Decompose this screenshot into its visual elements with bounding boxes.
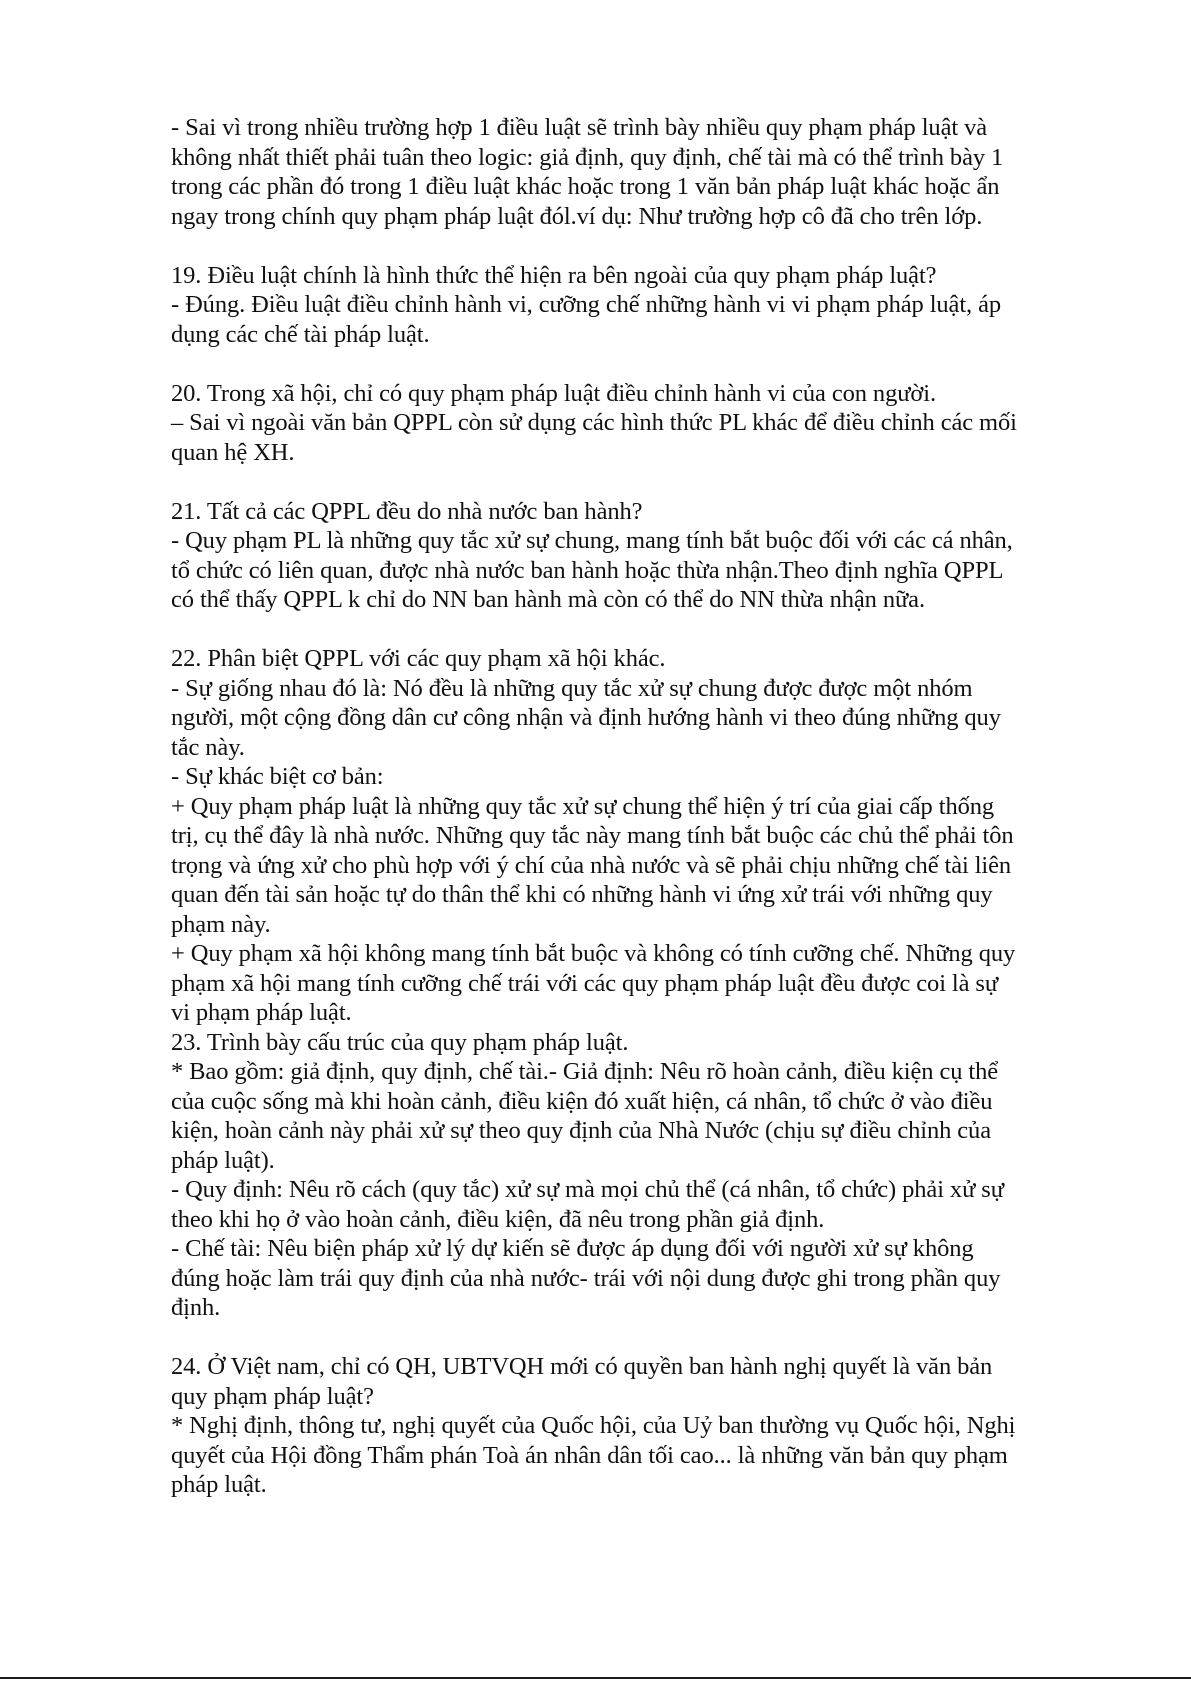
paragraph-gap xyxy=(171,615,1091,645)
question-22-23 xyxy=(171,644,1091,1323)
question-heading: 23. Trình bày cấu trúc của quy phạm pháp luật. xyxy=(171,1028,629,1056)
question-heading: quy phạm pháp luật? xyxy=(171,1382,374,1410)
text-line: - Quy định: Nêu rõ cách (quy tắc) xử sự mà mọi chủ thể (cá nhân, tổ chức) phải xử sự xyxy=(171,1176,1004,1203)
question-heading: 20. Trong xã hội, chỉ có quy phạm pháp luật điều chỉnh hành vi của con người. xyxy=(171,379,936,407)
text-line: + Quy phạm xã hội không mang tính bắt buộc và không có tính cưỡng chế. Những quy xyxy=(171,940,1016,967)
question-heading: 24. Ở Việt nam, chỉ có QH, UBTVQH mới có quyền ban hành nghị quyết là văn bản xyxy=(171,1353,993,1380)
text-line: trong các phần đó trong 1 điều luật khác hoặc trong 1 văn bản pháp luật khác hoặc ẩn xyxy=(171,173,1000,200)
text-line: quan đến tài sản hoặc tự do thân thể khi có những hành vi ứng xử trái với những quy xyxy=(171,881,993,908)
text-line: không nhất thiết phải tuân theo logic: giả định, quy định, chế tài mà có thể trình bày 1 xyxy=(171,143,1004,171)
question-21 xyxy=(171,497,1091,615)
text-line: phạm xã hội mang tính cưỡng chế trái với các quy phạm pháp luật đều được coi là sự xyxy=(171,969,999,997)
text-line: phạm này. xyxy=(171,910,271,938)
paragraph-gap xyxy=(171,1323,1091,1353)
text-line: - Sai vì trong nhiều trường hợp 1 điều luật sẽ trình bày nhiều quy phạm pháp luật và xyxy=(171,114,987,141)
text-line: của cuộc sống mà khi hoàn cảnh, điều kiện đó xuất hiện, cá nhân, tổ chức ở vào điều xyxy=(171,1087,993,1115)
text-line: người, một cộng đồng dân cư công nhận và định hướng hành vi theo đúng những quy xyxy=(171,704,1001,731)
question-heading: 21. Tất cả các QPPL đều do nhà nước ban hành? xyxy=(171,497,643,525)
text-line: trị, cụ thể đây là nhà nước. Những quy tắc này mang tính bắt buộc các chủ thể phải tôn xyxy=(171,822,1014,849)
text-line: tắc này. xyxy=(171,733,245,761)
text-line: - Sự khác biệt cơ bản: xyxy=(171,763,384,790)
text-line: pháp luật). xyxy=(171,1146,275,1174)
text-line: kiện, hoàn cảnh này phải xử sự theo quy định của Nhà Nước (chịu sự điều chỉnh của xyxy=(171,1117,991,1144)
page-bottom-rule xyxy=(0,1677,1191,1679)
question-heading: 22. Phân biệt QPPL với các quy phạm xã hội khác. xyxy=(171,645,666,672)
text-line: - Sự giống nhau đó là: Nó đều là những quy tắc xử sự chung được được một nhóm xyxy=(171,674,973,702)
paragraph-gap xyxy=(171,231,1091,261)
text-line: * Nghị định, thông tư, nghị quyết của Quốc hội, của Uỷ ban thường vụ Quốc hội, Nghị xyxy=(171,1412,1016,1439)
question-heading: 19. Điều luật chính là hình thức thể hiện ra bên ngoài của quy phạm pháp luật? xyxy=(171,261,937,289)
text-line: tổ chức có liên quan, được nhà nước ban hành hoặc thừa nhận.Theo định nghĩa QPPL xyxy=(171,556,1004,584)
text-line: ngay trong chính quy phạm pháp luật đól.ví dụ: Như trường hợp cô đã cho trên lớp. xyxy=(171,202,983,230)
text-line: có thể thấy QPPL k chỉ do NN ban hành mà còn có thể do NN thừa nhận nữa. xyxy=(171,586,925,613)
text-line: quan hệ XH. xyxy=(171,438,295,466)
text-line: pháp luật. xyxy=(171,1471,267,1498)
text-line: - Chế tài: Nêu biện pháp xử lý dự kiến sẽ được áp dụng đối với người xử sự không xyxy=(171,1235,974,1262)
paragraph-gap xyxy=(171,349,1091,379)
question-24 xyxy=(171,1352,1091,1500)
text-line: + Quy phạm pháp luật là những quy tắc xử sự chung thể hiện ý trí của giai cấp thống xyxy=(171,792,995,820)
text-line: * Bao gồm: giả định, quy định, chế tài.- Giả định: Nêu rõ hoàn cảnh, điều kiện cụ thể xyxy=(171,1058,999,1085)
text-line: đúng hoặc làm trái quy định của nhà nước- trái với nội dung được ghi trong phần quy xyxy=(171,1264,1001,1292)
text-line: quyết của Hội đồng Thẩm phán Toà án nhân dân tối cao... là những văn bản quy phạm xyxy=(171,1441,1008,1469)
question-19 xyxy=(171,261,1091,350)
paragraph-gap xyxy=(171,467,1091,497)
question-20 xyxy=(171,379,1091,468)
text-line: theo khi họ ở vào hoàn cảnh, điều kiện, đã nêu trong phần giả định. xyxy=(171,1205,825,1233)
paragraph-intro xyxy=(171,113,1091,231)
text-line: - Đúng. Điều luật điều chỉnh hành vi, cưỡng chế những hành vi vi phạm pháp luật, áp xyxy=(171,291,1002,318)
text-line: vi phạm pháp luật. xyxy=(171,999,352,1026)
text-line: - Quy phạm PL là những quy tắc xử sự chung, mang tính bắt buộc đối với các cá nhân, xyxy=(171,527,1013,554)
text-line: – Sai vì ngoài văn bản QPPL còn sử dụng các hình thức PL khác để điều chỉnh các mối xyxy=(171,409,1017,436)
text-line: định. xyxy=(171,1294,221,1321)
document-body xyxy=(171,113,1091,1500)
text-line: trọng và ứng xử cho phù hợp với ý chí của nhà nước và sẽ phải chịu những chế tài liên xyxy=(171,851,1012,879)
text-line: dụng các chế tài pháp luật. xyxy=(171,320,430,348)
